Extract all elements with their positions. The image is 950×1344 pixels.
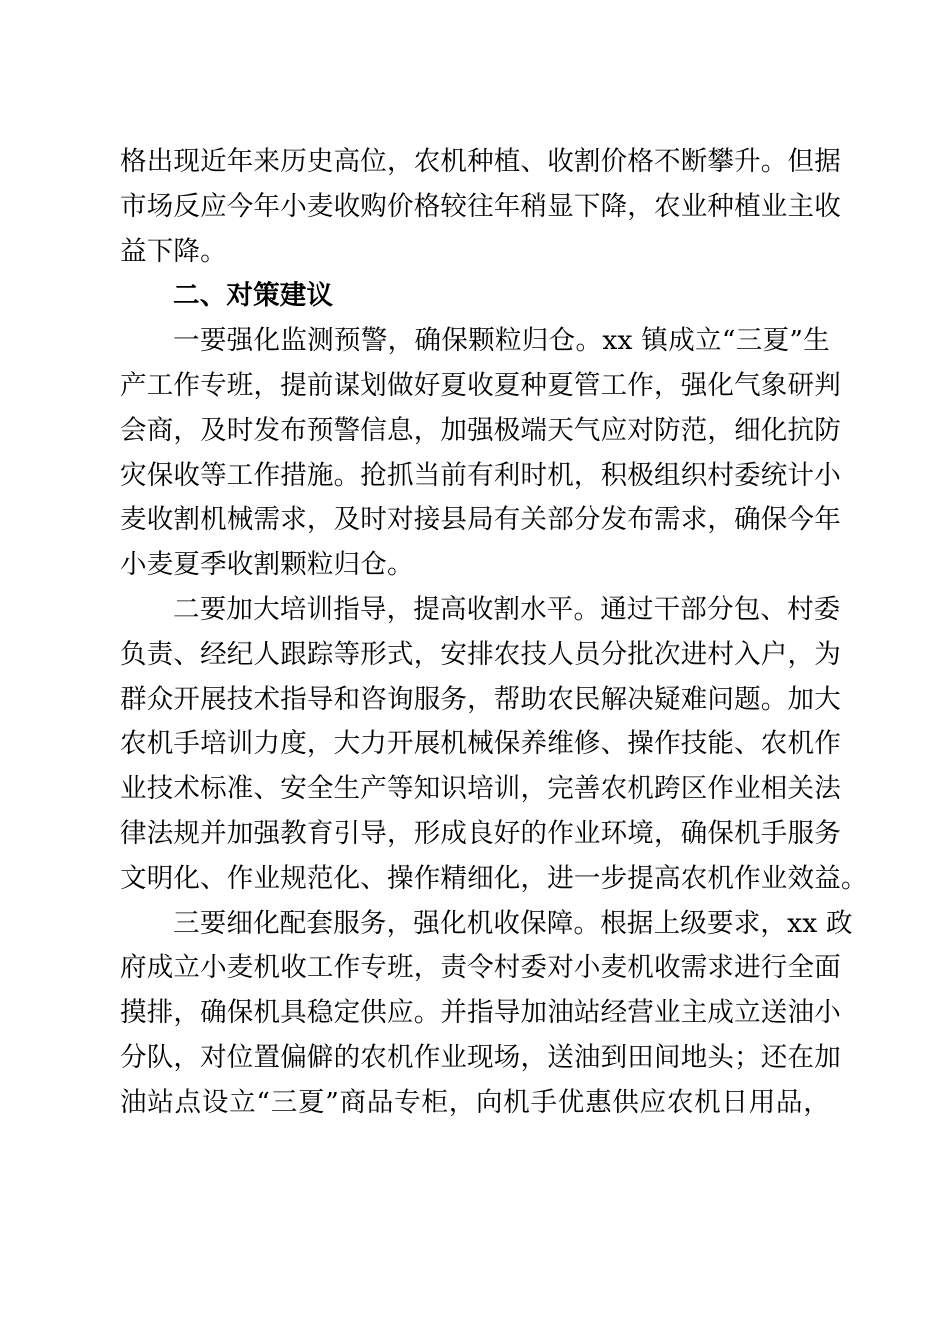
text-line: 二要加大培训指导，提高收割水平。通过干部分包、村委 bbox=[173, 593, 841, 625]
paragraph-measure-2 bbox=[120, 588, 868, 902]
text-line: 麦收割机械需求，及时对接县局有关部分发布需求，确保今年 bbox=[120, 504, 841, 536]
text-line: 会商，及时发布预警信息，加强极端天气应对防范，细化抗防 bbox=[120, 414, 841, 446]
text-line: 格出现近年来历史高位，农机种植、收割价格不断攀升。但据 bbox=[120, 146, 841, 177]
text-line: 一要强化监测预警，确保颗粒归仓。xx 镇成立“三夏”生 bbox=[173, 325, 830, 357]
text-line: 农机手培训力度，大力开展机械保养维修、操作技能、农机作 bbox=[120, 728, 841, 760]
text-line: 产工作专班，提前谋划做好夏收夏种夏管工作，强化气象研判 bbox=[120, 369, 841, 401]
text-line: 负责、经纪人跟踪等形式，安排农技人员分批次进村入户，为 bbox=[120, 638, 841, 670]
text-line: 三要细化配套服务，强化机收保障。根据上级要求，xx 政 bbox=[173, 907, 853, 939]
text-line: 油站点设立“三夏”商品专柜，向机手优惠供应农机日用品， bbox=[120, 1086, 830, 1118]
text-line: 府成立小麦机收工作专班，责令村委对小麦机收需求进行全面 bbox=[120, 952, 841, 984]
paragraph-continuation bbox=[120, 140, 841, 274]
text-line: 灾保收等工作措施。抢抓当前有利时机，积极组织村委统计小 bbox=[120, 459, 841, 491]
document-body bbox=[120, 140, 868, 1126]
text-line: 益下降。 bbox=[120, 235, 227, 267]
text-line: 小麦夏季收割颗粒归仓。 bbox=[120, 549, 414, 581]
paragraph-measure-1 bbox=[120, 319, 841, 588]
text-line: 律法规并加强教育引导，形成良好的作业环境，确保机手服务 bbox=[120, 817, 841, 849]
text-line: 业技术标准、安全生产等知识培训，完善农机跨区作业相关法 bbox=[120, 773, 841, 805]
section-heading: 二、对策建议 bbox=[173, 280, 334, 312]
text-line: 市场反应今年小麦收购价格较往年稍显下降，农业种植业主收 bbox=[120, 190, 841, 222]
paragraph-measure-3 bbox=[120, 902, 853, 1126]
text-line: 群众开展技术指导和咨询服务，帮助农民解决疑难问题。加大 bbox=[120, 683, 841, 715]
text-line: 分队，对位置偏僻的农机作业现场，送油到田间地头；还在加 bbox=[120, 1041, 841, 1073]
text-line: 文明化、作业规范化、操作精细化，进一步提高农机作业效益。 bbox=[120, 862, 868, 894]
text-line: 摸排，确保机具稳定供应。并指导加油站经营业主成立送油小 bbox=[120, 997, 841, 1029]
